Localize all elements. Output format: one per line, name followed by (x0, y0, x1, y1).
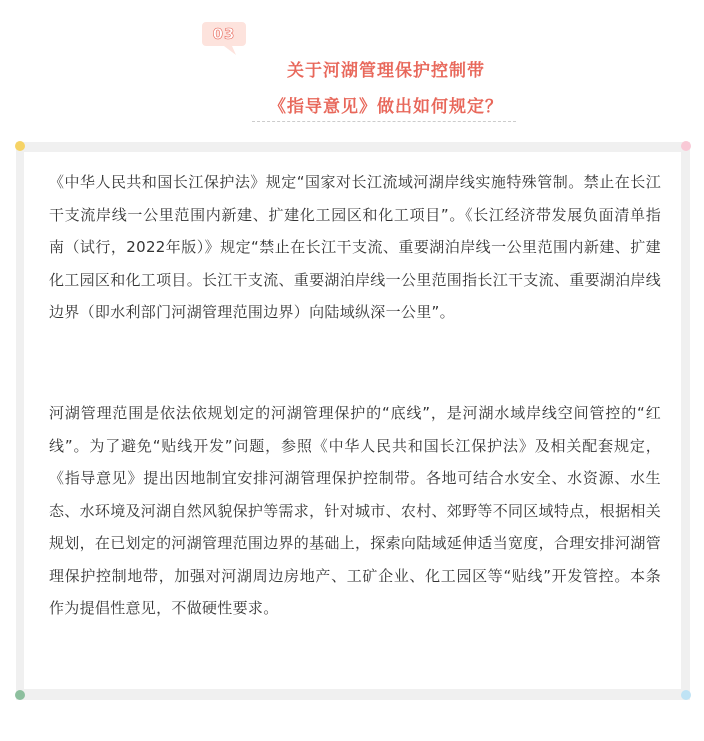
title-divider (252, 121, 516, 122)
corner-dot-bottom-left-icon (15, 690, 25, 700)
corner-dot-top-left-icon (15, 141, 25, 151)
section-number: 03 (212, 25, 236, 43)
paragraph-law-provisions: 《中华人民共和国长江保护法》规定“国家对长江流域河湖岸线实施特殊管制。禁止在长江干支流岸线一公里范围内新建、扩建化工园区和化工项目”。《长江经济带发展负面清单指南（试行，2022年版）》规定“禁止在长江干支流、重要湖泊岸线一公里范围内新建、扩建化工园区和化工项目。长江干支流、重要湖泊岸线一公里范围指长江干支流、重要湖泊岸线边界（即水利部门河湖管理范围边界）向陆域纵深一公里”。 (49, 173, 662, 321)
section-title-line-2: 《指导意见》做出如何规定？ (269, 97, 503, 117)
paragraph-control-zone: 河湖管理范围是依法依规划定的河湖管理保护的“底线”，是河湖水域岸线空间管控的“红线”。为了避免“贴线开发”问题，参照《中华人民共和国长江保护法》及相关配套规定，《指导意见》提出因地制宜安排河湖管理保护控制带。各地可结合水安全、水资源、水生态、水环境及河湖自然风貌保护等需求，针对城市、农村、郊野等不同区域特点，根据相关规划，在已划定的河湖管理范围边界的基础上，探索向陆域延伸适当宽度，合理安排河湖管理保护控制地带，加强对河湖周边房地产、工矿企业、化工园区等“贴线”开发管控。本条作为提倡性意见，不做硬性要求。 (49, 404, 662, 617)
corner-dot-bottom-right-icon (681, 690, 691, 700)
corner-dot-top-right-icon (681, 141, 691, 151)
section-title-line-1: 关于河湖管理保护控制带 (287, 61, 485, 81)
section-number-badge (202, 22, 246, 56)
